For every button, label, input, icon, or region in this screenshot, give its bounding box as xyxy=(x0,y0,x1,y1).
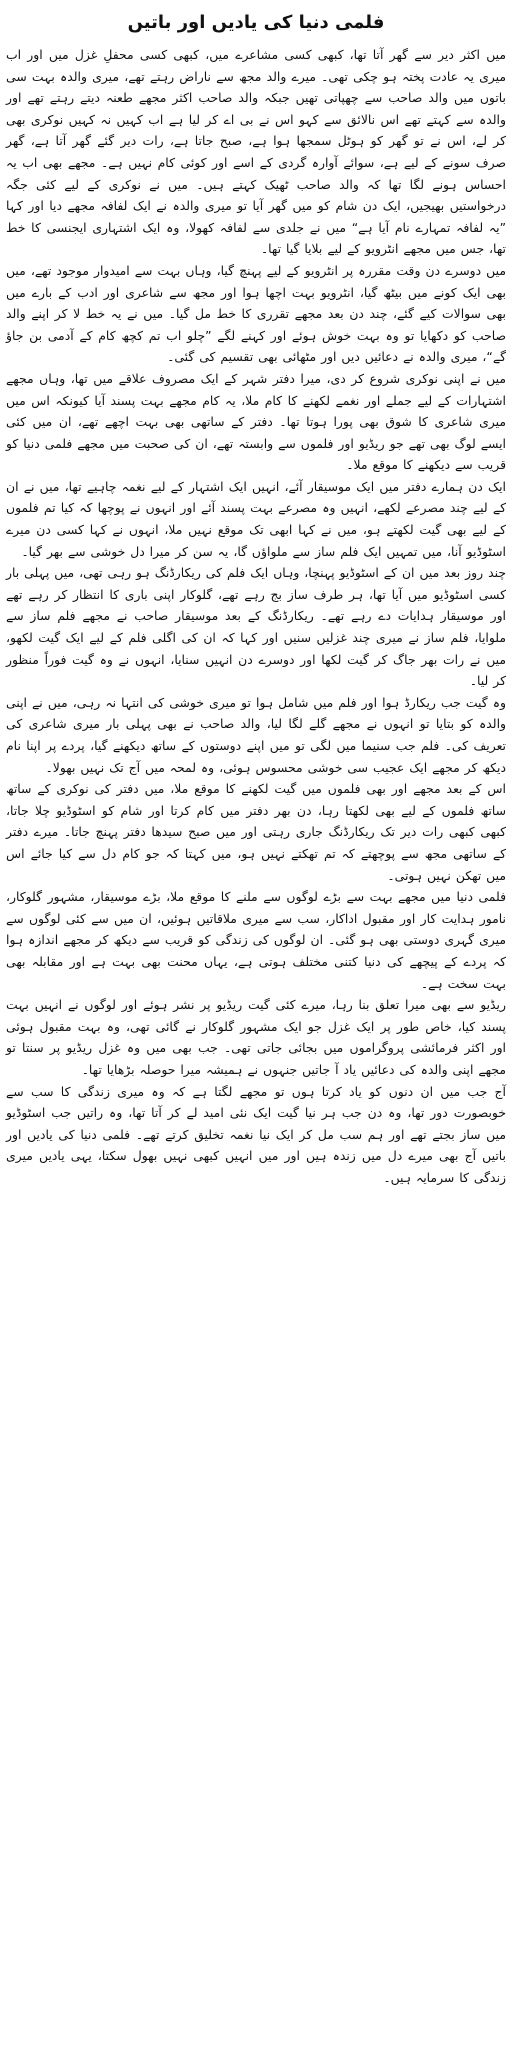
article-paragraph: میں دوسرے دن وقت مقررہ پر انٹرویو کے لیے پہنچ گیا، وہاں بہت سے امیدوار موجود تھے، میں بھی ایک کونے میں بیٹھ گیا، انٹرویو بہت اچھا ہوا اور مجھ سے شاعری اور ادب کے بارے میں بھی سوالات کیے گئے، چند دن بعد مجھے تقرری کا خط مل گیا۔ میں نے یہ خط لا کر اپنے والد صاحب کو دکھایا تو وہ بہت خوش ہوئے اور کہنے لگے ”چلو اب تم کچھ کام کے آدمی بن جاؤ گے“، میری والدہ نے دعائیں دیں اور مٹھائی بھی تقسیم کی گئی۔ xyxy=(6,262,506,365)
article-paragraph: میں نے اپنی نوکری شروع کر دی، میرا دفتر شہر کے ایک مصروف علاقے میں تھا، وہاں مجھے اشتہارات کے لیے جملے اور نغمے لکھنے کا کام ملا، یہ کام مجھے بہت پسند آیا کیونکہ اس میں میری شاعری کا شوق بھی پورا ہوتا تھا۔ دفتر کے ساتھی بھی بہت اچھے تھے، ان میں کئی ایسے لوگ بھی تھے جو ریڈیو اور فلموں سے وابستہ تھے، ان کی صحبت میں مجھے فلمی دنیا کو قریب سے دیکھنے کا موقع ملا۔ xyxy=(6,370,506,473)
article-paragraph: اس کے بعد مجھے اور بھی فلموں میں گیت لکھنے کا موقع ملا، میں دفتر کی نوکری کے ساتھ ساتھ فلموں کے لیے بھی لکھتا رہا، دن بھر دفتر میں کام کرتا اور شام کو اسٹوڈیو چلا جاتا، کبھی کبھی رات دیر تک ریکارڈنگ جاری رہتی اور میں صبح سیدھا دفتر پہنچ جاتا۔ میرے دفتر کے ساتھی مجھ سے پوچھتے کہ تم تھکتے نہیں ہو، میں کہتا کہ جو کام دل سے کیا جائے اس میں تھکن نہیں ہوتی۔ xyxy=(6,781,506,883)
article-paragraph: چند روز بعد میں ان کے اسٹوڈیو پہنچا، وہاں ایک فلم کی ریکارڈنگ ہو رہی تھی، میں پہلی بار کسی اسٹوڈیو میں آیا تھا، ہر طرف ساز بج رہے تھے، گلوکار اپنی باری کا انتظار کر رہے تھے اور موسیقار ہدایات دے رہے تھے۔ ریکارڈنگ کے بعد موسیقار صاحب نے مجھے فلم ساز سے ملوایا، فلم ساز نے میری چند غزلیں سنیں اور کہا کہ ان کی اگلی فلم کے لیے ایک گیت لکھو، میں نے رات بھر جاگ کر گیت لکھا اور دوسرے دن انہیں سنایا، انہوں نے وہ گیت فوراً منظور کر لیا۔ xyxy=(6,565,506,689)
article-paragraph: فلمی دنیا میں مجھے بہت سے بڑے لوگوں سے ملنے کا موقع ملا، بڑے موسیقار، مشہور گلوکار، نامور ہدایت کار اور مقبول اداکار، سب سے میری ملاقاتیں ہوئیں، ان میں سے کئی لوگوں سے میری گہری دوستی بھی ہو گئی۔ ان لوگوں کی زندگی کو قریب سے دیکھ کر مجھے اندازہ ہوا کہ پردے کے پیچھے کی دنیا کتنی مختلف ہوتی ہے، یہاں محنت بھی بہت ہے اور مقابلہ بھی بہت سخت ہے۔ xyxy=(6,889,506,991)
article-paragraph: میں اکثر دیر سے گھر آتا تھا، کبھی کسی مشاعرے میں، کبھی کسی محفلِ غزل میں اور اب میری یہ عادت پختہ ہو چکی تھی۔ میرے والد مجھ سے ناراض رہتے تھے، میری والدہ بہت سی باتوں میں والد صاحب سے چھپاتی تھیں جبکہ والد صاحب اکثر مجھے طعنہ دیتے رہتے تھے اور والدہ سے کہتے تھے اس نالائق سے کہو اس نے بی اے کر لیا ہے اب کہیں نہ کہیں نوکری بھی کر لے، اس نے تو گھر کو ہوٹل سمجھا ہوا ہے، صبح جاتا ہے، رات دیر گئے گھر آتا ہے، گھر صرف سونے کے لیے ہے، سوائے آوارہ گردی کے اسے اور کوئی کام نہیں ہے۔ مجھے بھی اب یہ احساس ہونے لگا تھا کہ والد صاحب ٹھیک کہتے ہیں۔ میں نے نوکری کے لیے کئی جگہ درخواستیں بھیجیں، ایک دن شام کو میں گھر آیا تو میری والدہ نے ایک لفافہ مجھے دیا اور کہا ”یہ لفافہ تمہارے نام آیا ہے“ میں نے جلدی سے لفافہ کھولا، وہ ایک اشتہاری ایجنسی کا خط تھا، جس میں مجھے انٹرویو کے لیے بلایا گیا تھا۔ xyxy=(6,47,506,257)
article-paragraph: ایک دن ہمارے دفتر میں ایک موسیقار آئے، انہیں ایک اشتہار کے لیے نغمہ چاہیے تھا، میں نے ان کے لیے چند مصرعے لکھے، انہیں وہ مصرعے بہت پسند آئے اور انہوں نے پوچھا کہ کیا تم فلموں کے لیے بھی گیت لکھتے ہو، میں نے کہا ابھی تک موقع نہیں ملا، انہوں نے کہا کسی دن میرے اسٹوڈیو آنا، میں تمہیں ایک فلم ساز سے ملواؤں گا، یہ سن کر میرا دل خوشی سے بھر گیا۔ xyxy=(6,478,506,559)
article-title: فلمی دنیا کی یادیں اور باتیں xyxy=(127,12,385,33)
article-paragraph: آج جب میں ان دنوں کو یاد کرتا ہوں تو مجھے لگتا ہے کہ وہ میری زندگی کا سب سے خوبصورت دور تھا، وہ دن جب ہر نیا گیت ایک نئی امید لے کر آتا تھا، وہ راتیں جب اسٹوڈیو میں ساز بجتے تھے اور ہم سب مل کر ایک نیا نغمہ تخلیق کرتے تھے۔ فلمی دنیا کی یادیں اور باتیں آج بھی میرے دل میں زندہ ہیں اور میں انہیں کبھی نہیں بھول سکتا، یہی یادیں میری زندگی کا سرمایہ ہیں۔ xyxy=(6,1083,506,1185)
article-paragraph: ریڈیو سے بھی میرا تعلق بنا رہا، میرے کئی گیت ریڈیو پر نشر ہوئے اور لوگوں نے انہیں بہت پسند کیا، خاص طور پر ایک غزل جو ایک مشہور گلوکار نے گائی تھی، وہ بہت مقبول ہوئی اور اکثر فرمائشی پروگراموں میں بجائی جاتی تھی۔ جب بھی میں وہ غزل ریڈیو پر سنتا تو مجھے اپنی والدہ کی دعائیں یاد آ جاتیں جنہوں نے ہمیشہ میرا حوصلہ بڑھایا تھا۔ xyxy=(6,997,506,1077)
article-paragraph: وہ گیت جب ریکارڈ ہوا اور فلم میں شامل ہوا تو میری خوشی کی انتہا نہ رہی، میں نے اپنی والدہ کو بتایا تو انہوں نے مجھے گلے لگا لیا، والد صاحب نے بھی پہلی بار میری شاعری کی تعریف کی۔ فلم جب سنیما میں لگی تو میں اپنے دوستوں کے ساتھ دیکھنے گیا، پردے پر اپنا نام دیکھ کر مجھے ایک عجیب سی خوشی محسوس ہوئی، وہ لمحہ میں آج تک نہیں بھولا۔ xyxy=(6,694,506,775)
